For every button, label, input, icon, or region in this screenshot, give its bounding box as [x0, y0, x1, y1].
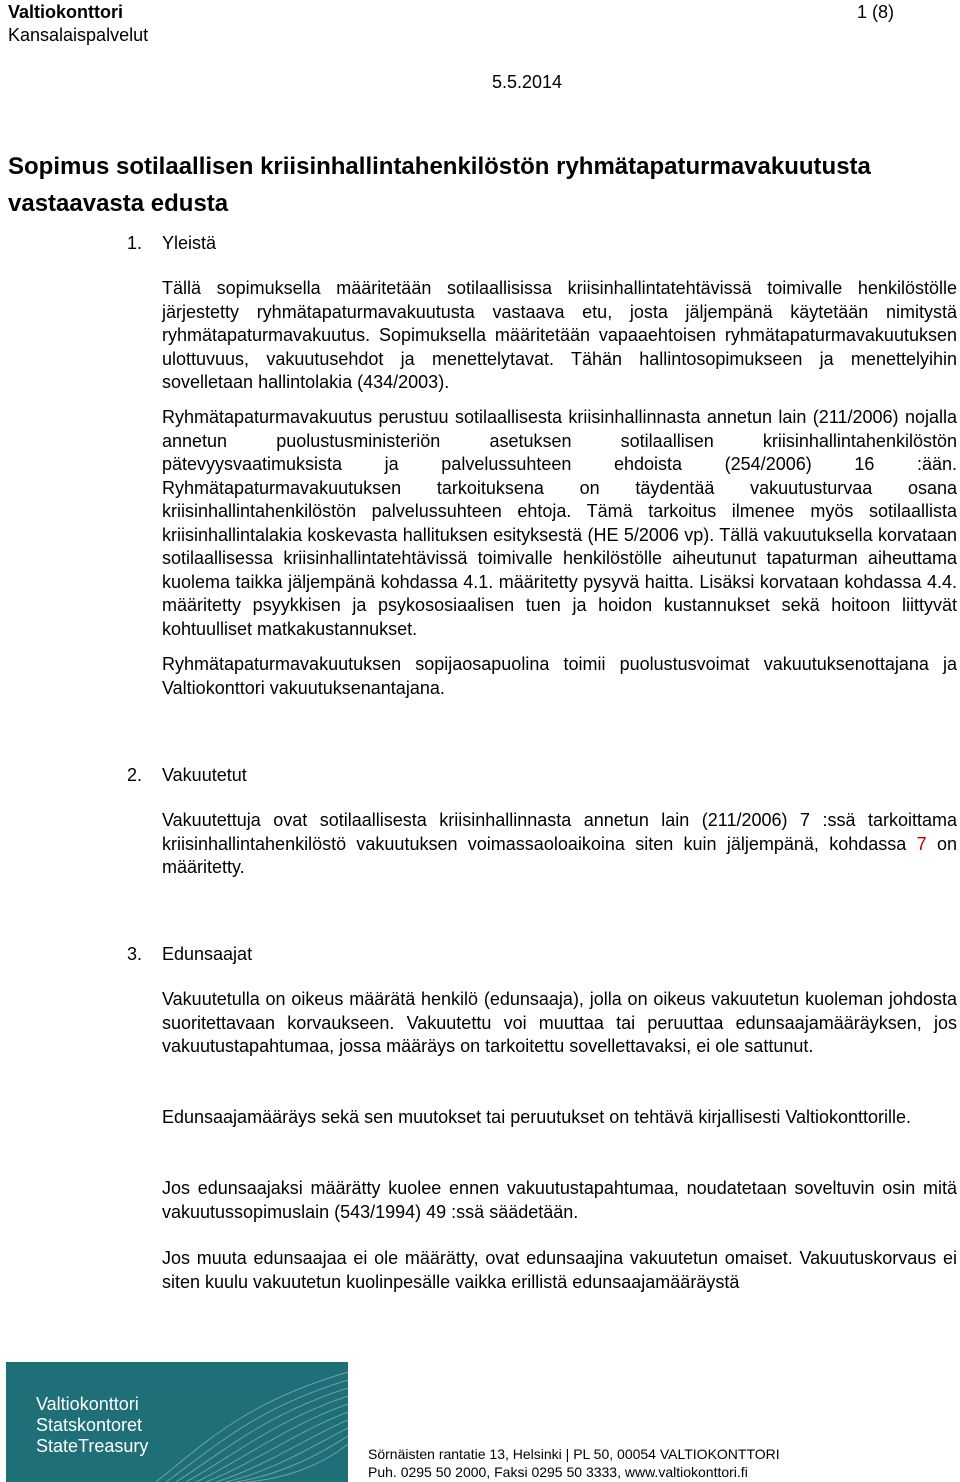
footer-contact: Puh. 0295 50 2000, Faksi 0295 50 3333, www.valtiokonttori.fi: [368, 1464, 748, 1480]
section-number: 1.: [127, 233, 143, 253]
section-3-paragraph-2: Edunsaajamääräys sekä sen muutokset tai peruutukset on tehtävä kirjallisesti Valtiokonttorille.: [162, 1107, 912, 1127]
section-3-paragraph-1: Vakuutetulla on oikeus määrätä henkilö (edunsaaja), jolla on oikeus vakuutetun kuoleman johdosta suoritettavaan korvaukseen. Vakuutettu voi muuttaa tai peruuttaa edunsaajamääräyksen, jos vakuutustapahtumaa, jossa määräys on tarkoitettu sovellettavaksi, ei ole sattunut.: [162, 989, 957, 1056]
logo-text-sv: Statskontoret: [36, 1415, 143, 1435]
document-title: Sopimus sotilaallisen kriisinhallintahenkilöstön ryhmätapaturmavakuutusta vastaavasta edusta: [8, 153, 871, 217]
logo-text-fi: Valtiokonttori: [36, 1394, 139, 1414]
section-1-paragraph-2: Ryhmätapaturmavakuutus perustuu sotilaallisesta kriisinhallinnasta annetun lain (211/2006) nojalla annetun puolustusministeriön asetuksen sotilaallisen kriisinhallintahenkilöstön pätevyysvaatimuksista ja palvelussuhteen ehdoista (254/2006) 16 :ään. Ryhmätapaturmavakuutuksen tarkoituksena on täydentää vakuutusturvaa osana kriisinhallintahenkilöstön palvelussuhteen ehtoja. Tämä tarkoitus ilmenee myös sotilaallista kriisinhallintalakia koskevasta hallituksen esityksestä (HE 5/2006 vp). Tällä vakuutuksella korvataan sotilaallisessa kriisinhallintatehtävissä toimivalle henkilöstölle aiheutunut tapaturman aiheuttama kuolema taikka jäljempänä kohdassa 4.1. määritetty pysyvä haitta. Lisäksi korvataan kohdassa 4.4. määritetty psyykkisen ja psykososiaalisen tuen ja hoidon kustannukset sekä hoitoon liittyvät kohtuulliset matkakustannukset.: [162, 407, 957, 639]
logo-text-en: StateTreasury: [36, 1436, 149, 1456]
section-reference-link[interactable]: 7: [916, 833, 927, 854]
document-date: 5.5.2014: [492, 72, 563, 92]
section-title: Vakuutetut: [162, 765, 247, 785]
page-number: 1 (8): [857, 2, 895, 22]
section-number: 3.: [127, 944, 143, 964]
section-1-paragraph-3: Ryhmätapaturmavakuutuksen sopijaosapuolina toimii puolustusvoimat vakuutuksenottajana ja Valtiokonttori vakuutuksenantajana.: [162, 654, 957, 698]
section-title: Yleistä: [162, 233, 217, 253]
paragraph-text: Vakuutettuja ovat sotilaallisesta kriisinhallinnasta annetun lain (211/2006) 7 :ssä tarkoittama kriisinhallintahenkilöstö vakuutuksen voimassaoloaikoina siten kuin jäljempänä, kohdassa: [162, 810, 957, 854]
state-treasury-logo: [6, 1362, 348, 1482]
section-title: Edunsaajat: [162, 944, 253, 964]
section-number: 2.: [127, 765, 143, 785]
paragraph-text: on määritetty.: [162, 833, 957, 877]
department-name: Kansalaispalvelut: [8, 25, 149, 45]
footer-address: Sörnäisten rantatie 13, Helsinki | PL 50, 00054 VALTIOKONTTORI: [368, 1446, 780, 1462]
organization-name: Valtiokonttori: [8, 2, 124, 22]
section-3-paragraph-4: Jos muuta edunsaajaa ei ole määrätty, ovat edunsaajina vakuutetun omaiset. Vakuutuskorvaus ei siten kuulu vakuutetun kuolinpesälle vaikka erillistä edunsaajamääräystä: [162, 1248, 957, 1292]
section-2-paragraph: [162, 809, 957, 880]
section-3-paragraph-3: Jos edunsaajaksi määrätty kuolee ennen vakuutustapahtumaa, noudatetaan soveltuvin osin mitä vakuutussopimuslain (543/1994) 49 :ssä säädetään.: [162, 1178, 957, 1222]
section-1-paragraph-1: Tällä sopimuksella määritetään sotilaallisissa kriisinhallintatehtävissä toimivalle henkilöstölle järjestetty ryhmätapaturmavakuutusta vastaava etu, josta jäljempänä käytetään nimitystä ryhmätapaturmavakuutus. Sopimuksella määritetään vapaaehtoisen ryhmätapaturmavakuutuksen ulottuvuus, vakuutusehdot ja menettelytavat. Tähän hallintosopimukseen ja menettelyihin sovelletaan hallintolakia (434/2003).: [162, 278, 957, 392]
